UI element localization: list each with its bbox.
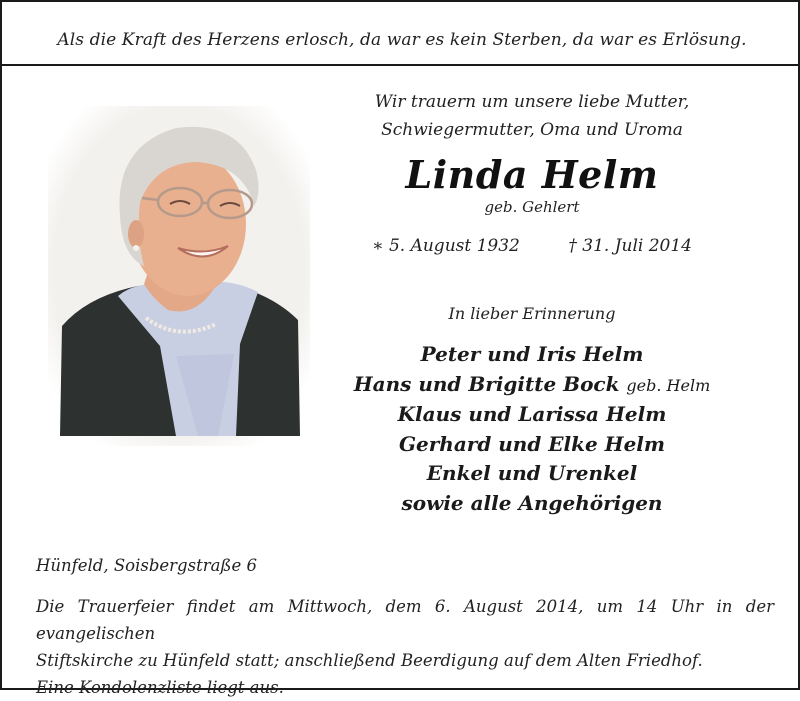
memory-line: In lieber Erinnerung xyxy=(448,304,616,323)
mourner-name: Gerhard und Elke Helm xyxy=(398,431,666,456)
mourner-name: sowie alle Angehörigen xyxy=(401,490,663,515)
mourner-name: Peter und Iris Helm xyxy=(420,342,644,366)
divider-line xyxy=(2,64,798,66)
address: Hünfeld, Soisbergstraße 6 xyxy=(36,556,257,575)
deceased-name: Linda Helm xyxy=(405,152,659,197)
motto: Als die Kraft des Herzens erlosch, da war es kein Sterben, da war es Erlösung. xyxy=(57,30,747,50)
condolence-note: Eine Kondolenzliste liegt aus. xyxy=(36,678,284,697)
mourner-item xyxy=(352,459,712,489)
intro-text xyxy=(352,88,712,144)
life-dates xyxy=(372,236,702,262)
ceremony-info xyxy=(36,593,774,701)
mourner-name: Enkel und Urenkel xyxy=(426,461,638,485)
mourner-item xyxy=(352,489,712,519)
maiden-name: geb. Gehlert xyxy=(484,198,580,216)
mourner-item xyxy=(352,400,712,430)
mourner-suffix: geb. Helm xyxy=(626,375,711,395)
death-date: † 31. Juli 2014 xyxy=(568,236,692,256)
mourner-name: Klaus und Larissa Helm xyxy=(397,402,667,426)
intro-line: Schwiegermutter, Oma und Uroma xyxy=(381,120,683,140)
ceremony-line: Die Trauerfeier findet am Mittwoch, dem 6. August 2014, um 14 Uhr in der evangelischen xyxy=(36,597,774,643)
ceremony-line: Stiftskirche zu Hünfeld statt; anschließend Beerdigung auf dem Alten Friedhof. xyxy=(36,651,703,670)
mourner-name: Hans und Brigitte Bock xyxy=(353,371,620,396)
intro-line: Wir trauern um unsere liebe Mutter, xyxy=(374,92,690,112)
mourners-list xyxy=(352,340,712,518)
birth-date: ∗ 5. August 1932 xyxy=(372,236,520,256)
mourner-item xyxy=(352,340,712,370)
portrait-photo xyxy=(48,106,310,446)
mourner-item xyxy=(352,370,712,401)
portrait-illustration xyxy=(48,106,310,446)
mourner-item xyxy=(352,430,712,460)
